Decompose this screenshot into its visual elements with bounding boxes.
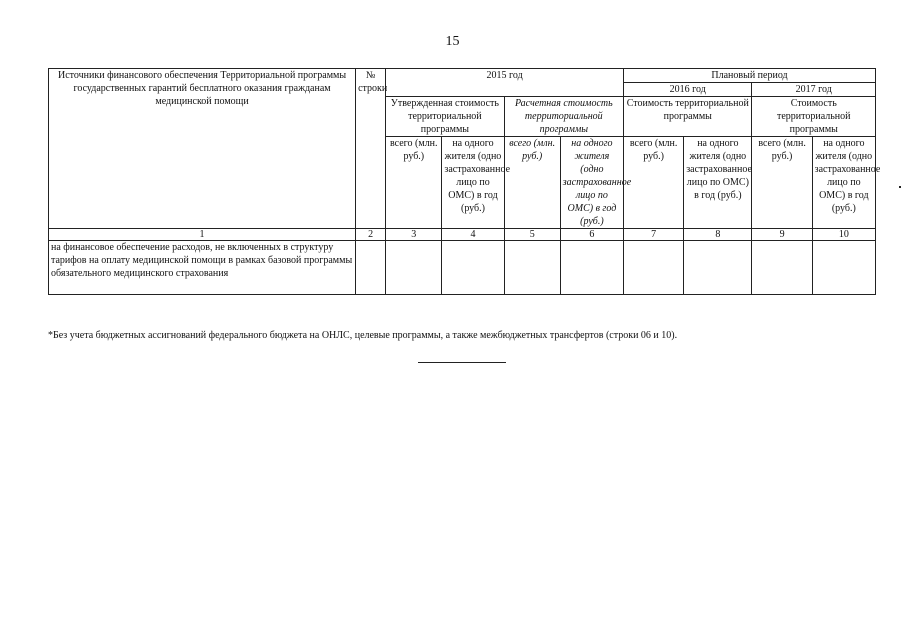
column-number: 2 — [356, 229, 386, 241]
header-per-resident-2015-approved: на одного жителя (одно застрахованное лицо по ОМС) в год (руб.) — [442, 137, 504, 229]
column-number: 6 — [560, 229, 623, 241]
header-cost-2016: Стоимость территориальной программы — [624, 97, 752, 137]
table-row — [49, 241, 876, 295]
column-number: 4 — [442, 229, 504, 241]
header-plan-period: Плановый период — [624, 69, 876, 83]
footnote: *Без учета бюджетных ассигнований федерального бюджета на ОНЛС, целевые программы, а также межбюджетных трансфертов (строки 06 и 10). — [48, 330, 678, 341]
header-row-number: № строки — [356, 69, 386, 229]
financing-table — [48, 68, 881, 295]
column-number: 8 — [684, 229, 752, 241]
header-per-resident-2016: на одного жителя (одно застрахованное лицо по ОМС) в год (руб.) — [684, 137, 752, 229]
header-row-1 — [49, 69, 876, 83]
header-total-2016: всего (млн. руб.) — [624, 137, 684, 229]
value-cell — [624, 241, 684, 295]
header-total-2015-estimated: всего (млн. руб.) — [504, 137, 560, 229]
scan-speck — [899, 186, 901, 188]
header-estimated-cost: Расчетная стоимость территориальной программы — [504, 97, 623, 137]
row-label: на финансовое обеспечение расходов, не включенных в структуру тарифов на оплату медицинской помощи в рамках базовой программы обязательного медицинского страхования — [49, 241, 356, 295]
page-number: 15 — [445, 34, 460, 49]
header-cost-2017: Стоимость территориальной программы — [752, 97, 876, 137]
header-per-resident-2017: на одного жителя (одно застрахованное лицо по ОМС) в год (руб.) — [812, 137, 875, 229]
column-number: 10 — [812, 229, 875, 241]
column-number: 9 — [752, 229, 812, 241]
header-year-2015: 2015 год — [386, 69, 624, 97]
value-cell — [504, 241, 560, 295]
value-cell — [812, 241, 875, 295]
header-sources: Источники финансового обеспечения Территориальной программы государственных гарантий бесплатного оказания гражданам медицинской помощи — [49, 69, 356, 229]
value-cell — [560, 241, 623, 295]
header-year-2017: 2017 год — [752, 83, 876, 97]
column-number: 7 — [624, 229, 684, 241]
column-number-row — [49, 229, 876, 241]
column-number: 5 — [504, 229, 560, 241]
value-cell — [386, 241, 442, 295]
header-total-2017: всего (млн. руб.) — [752, 137, 812, 229]
value-cell — [684, 241, 752, 295]
header-approved-cost: Утвержденная стоимость территориальной программы — [386, 97, 504, 137]
header-per-resident-2015-estimated: на одного жителя (одно застрахованное лицо по ОМС) в год (руб.) — [560, 137, 623, 229]
header-year-2016: 2016 год — [624, 83, 752, 97]
value-cell — [752, 241, 812, 295]
value-cell — [442, 241, 504, 295]
column-number: 3 — [386, 229, 442, 241]
row-number-cell — [356, 241, 386, 295]
header-total-2015-approved: всего (млн. руб.) — [386, 137, 442, 229]
end-divider — [418, 362, 506, 363]
column-number: 1 — [49, 229, 356, 241]
